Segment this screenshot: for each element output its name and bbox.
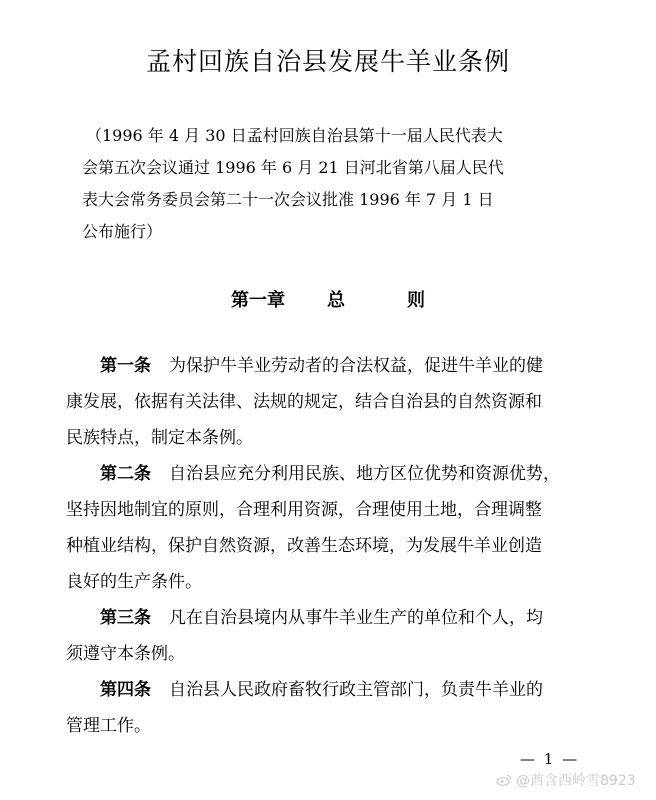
article-continuation: 坚持因地制宜的原则，合理利用资源，合理使用土地，合理调整 [66,500,542,520]
article-continuation: 康发展，依据有关法律、法规的规定，结合自治县的自然资源和 [66,392,542,412]
article-4 [66,672,616,744]
article-first-line [66,672,616,708]
preamble-line: （1996 年 4 月 30 日孟村回族自治县第十一届人民代表大 [86,126,503,145]
article-first-line [66,456,616,492]
article-label: 第一条 [100,356,151,376]
article-text: 自治县人民政府畜牧行政主管部门，负责牛羊业的 [169,680,543,700]
article-first-line [66,348,616,384]
article-text: 自治县应充分利用民族、地方区位优势和资源优势， [169,464,560,484]
preamble [82,120,602,248]
chapter-name-part1: 总 [327,290,345,311]
article-2 [66,456,616,600]
preamble-line: 表大会常务委员会第二十一次会议批准 1996 年 7 月 1 日 [82,190,494,209]
article-3 [66,600,616,672]
chapter-heading [0,286,656,312]
chapter-name-part2: 则 [407,290,425,311]
document-title: 孟村回族自治县发展牛羊业条例 [145,47,510,76]
article-first-line [66,600,616,636]
article-label: 第三条 [100,608,151,628]
article-continuation: 良好的生产条件。 [66,572,202,592]
article-continuation: 民族特点，制定本条例。 [66,428,253,448]
article-label: 第二条 [100,464,151,484]
article-continuation: 管理工作。 [66,716,151,736]
preamble-line: 公布施行） [82,222,163,241]
chapter-number: 第一章 [231,290,285,311]
watermark [496,770,636,790]
article-continuation: 种植业结构，保护自然资源，改善生态环境，为发展牛羊业创造 [66,536,542,556]
preamble-line: 会第五次会议通过 1996 年 6 月 21 日河北省第八届人民代 [82,158,504,177]
article-text: 凡在自治县境内从事牛羊业生产的单位和个人，均 [169,608,543,628]
weibo-icon [496,774,512,786]
article-text: 为保护牛羊业劳动者的合法权益，促进牛羊业的健 [169,356,543,376]
article-continuation: 须遵守本条例。 [66,644,185,664]
articles [66,348,616,744]
watermark-text: @酋含西岭雪8923 [516,773,636,789]
page-number: — 1 — [520,750,580,768]
article-1 [66,348,616,456]
article-label: 第四条 [100,680,151,700]
